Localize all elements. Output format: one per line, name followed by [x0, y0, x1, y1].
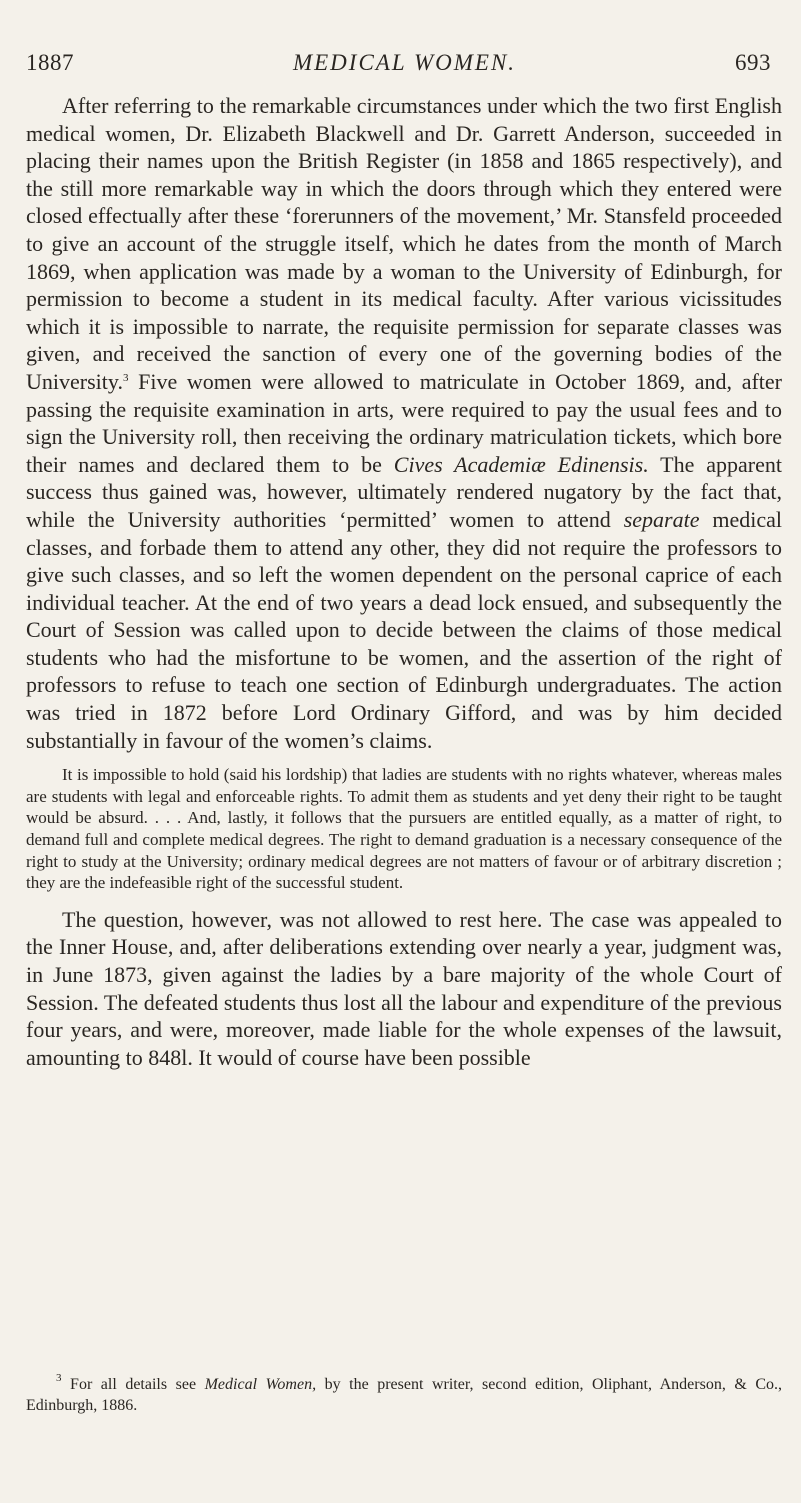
block-quote [26, 764, 782, 894]
main-text [26, 92, 782, 1071]
footnote-text-before: For all details see [70, 1376, 205, 1393]
page-number: 693 [735, 50, 771, 75]
footnote-book-title: Medical Women, [204, 1376, 317, 1393]
paragraph-2: The question, however, was not allowed to rest here. The case was appealed to the Inner House, and, after deliberations extending over nearly a year, judgment was, in June 1873, given against the ladies by a bare majority of the whole Court of Session. The defeated students thus lost all the labour and expenditure of the previous four years, and were, moreover, made liable for the whole expenses of the lawsuit, amounting to 848l. It would of course have been possible [26, 906, 782, 1070]
footnote-reference: 3 [122, 371, 129, 384]
paragraph-1-part-2: Five women were allowed to matriculate in October 1869, and, after passing the requisite examination in arts, were required to pay the usual fees and to sign the University roll, then receiving the ordinary matriculation tickets, which bore their names and declared them to be [26, 368, 782, 477]
running-title: MEDICAL WOMEN. [292, 50, 517, 75]
header-year: 1887 [26, 50, 74, 75]
footnote-number: 3 [56, 1372, 62, 1384]
paragraph-1-part-3: The apparent success thus gained was, however, ultimately rendered nugatory by the fact that, while the University authorities ‘permitted’ women to attend [26, 451, 782, 532]
paragraph-1-part-1: After referring to the remarkable circumstances under which the two first English medical women, Dr. Elizabeth Blackwell and Dr. Garrett Anderson, succeeded in placing their names upon the British Register (in 1858 and 1865 respectively), and the still more remarkable way in which the doors through which they entered were closed effectually after these ‘forerunners of the movement,’ Mr. Stansfeld proceeded to give an account of the struggle itself, which he dates from the month of March 1869, when application was made by a woman to the University of Edinburgh, for permission to become a student in its medical faculty. After various vicissitudes which it is impossible to narrate, the requisite permission for separate classes was given, and received the sanction of every one of the governing bodies of the University. [26, 93, 782, 394]
latin-phrase: Cives Academiæ Edinensis. [393, 451, 649, 477]
quote-text: It is impossible to hold (said his lordship) that ladies are students with no rights whatever, whereas males are students with legal and enforceable rights. To admit them as students and yet deny their right to be taught would be absurd. . . . And, lastly, it follows that the pursuers are entitled equally, as a matter of right, to demand full and complete medical degrees. The right to demand graduation is a necessary consequence of the right to study at the University; ordinary medical degrees are not matters of favour or of arbitrary discretion ; they are the indefeasible right of the successful student. [26, 765, 782, 893]
running-header [26, 50, 771, 76]
paragraph-1-part-4: medical classes, and forbade them to attend any other, they did not require the professors to give such classes, and so left the women dependent on the personal caprice of each individual teacher. At the end of two years a dead lock ensued, and subsequently the Court of Session was called upon to decide between the claims of those medical students who had the misfortune to be women, and the assertion of the right of professors to refuse to teach one section of Edinburgh undergraduates. The action was tried in 1872 before Lord Ordinary Gifford, and was by him decided substantially in favour of the women’s claims. [26, 506, 783, 753]
paragraph-1 [26, 92, 782, 754]
footnote [26, 1374, 782, 1416]
emphasis-separate: separate [623, 506, 700, 532]
footnote-text-after: by the present writer, second edition, Oliphant, Anderson, & Co., Edinburgh, 1886. [26, 1376, 783, 1414]
